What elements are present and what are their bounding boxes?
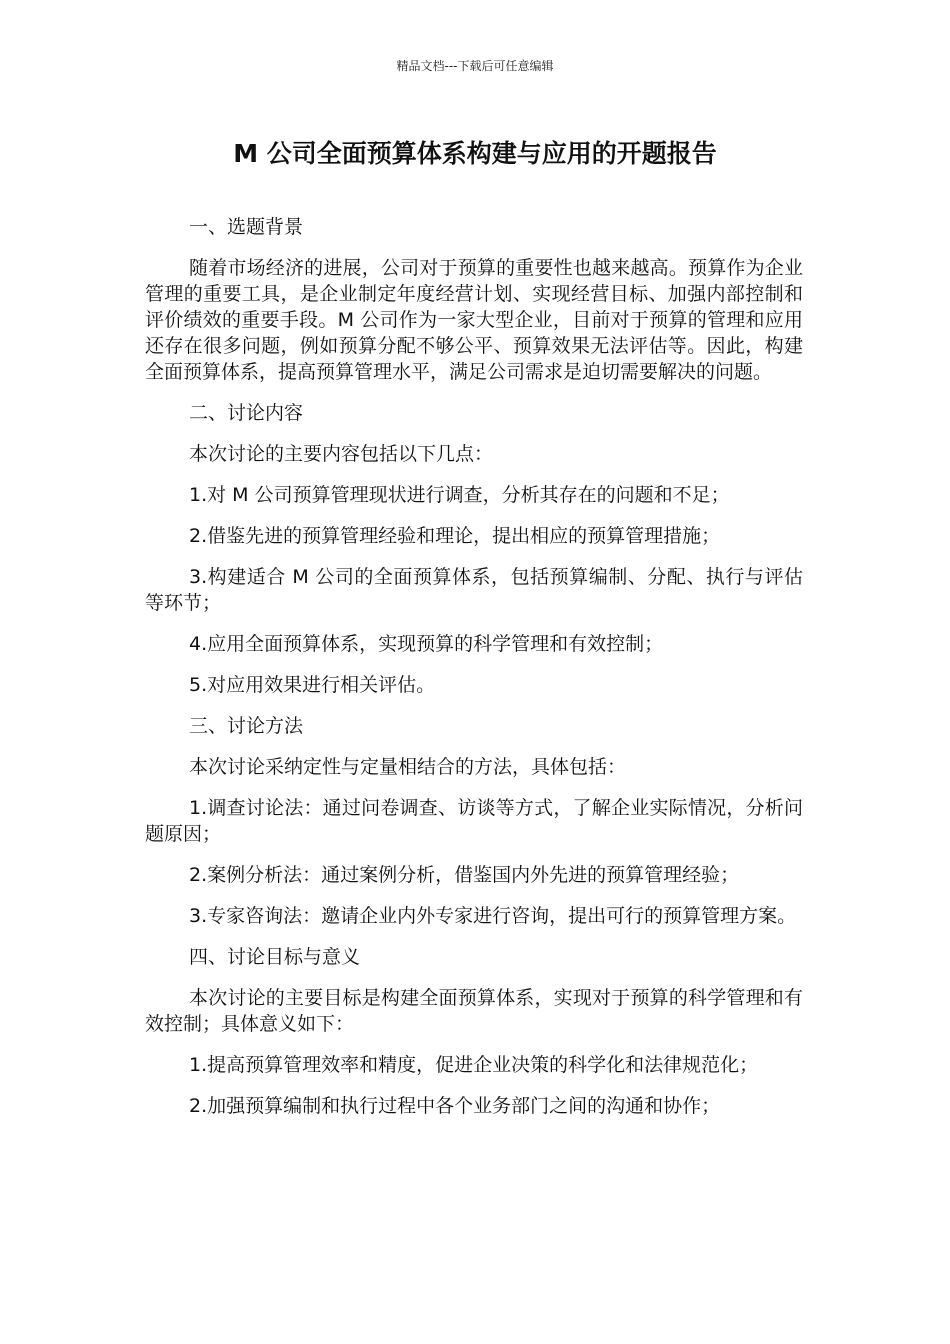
document-title: M 公司全面预算体系构建与应用的开题报告 [233,139,717,168]
section-heading: 二、讨论内容 [189,402,304,424]
list-item: 2.案例分析法：通过案例分析，借鉴国内外先进的预算管理经验； [189,864,740,886]
list-item: 3.构建适合 M 公司的全面预算体系，包括预算编制、分配、执行与评估等环节； [145,566,803,614]
list-item: 1.提高预算管理效率和精度，促进企业决策的科学化和法律规范化； [189,1054,759,1076]
header-note: 精品文档---下载后可任意编辑 [396,59,554,73]
section-heading: 三、讨论方法 [189,715,304,737]
section-heading: 四、讨论目标与意义 [189,946,361,968]
list-item: 2.借鉴先进的预算管理经验和理论，提出相应的预算管理措施； [189,525,721,547]
paragraph: 本次讨论采纳定性与定量相结合的方法，具体包括： [189,756,627,778]
list-item: 2.加强预算编制和执行过程中各个业务部门之间的沟通和协作； [189,1095,721,1117]
paragraph: 本次讨论的主要目标是构建全面预算体系，实现对于预算的科学管理和有效控制；具体意义如下： [145,987,803,1035]
list-item: 4.应用全面预算体系，实现预算的科学管理和有效控制； [189,633,664,655]
list-item: 1.调查讨论法：通过问卷调查、访谈等方式，了解企业实际情况，分析问题原因； [145,797,803,845]
paragraph: 随着市场经济的进展，公司对于预算的重要性也越来越高。预算作为企业管理的重要工具，是企业制定年度经营计划、实现经营目标、加强内部控制和评价绩效的重要手段。M 公司作为一家大型企业，目前对于预算的管理和应用还存在很多问题，例如预算分配不够公平、预算效果无法评估等。因此，构建全面预算体系，提高预算管理水平，满足公司需求是迫切需要解决的问题。 [145,257,803,383]
list-item: 3.专家咨询法：邀请企业内外专家进行咨询，提出可行的预算管理方案。 [189,905,797,927]
section-heading: 一、选题背景 [189,216,304,238]
list-item: 1.对 M 公司预算管理现状进行调查，分析其存在的问题和不足； [189,484,730,506]
list-item: 5.对应用效果进行相关评估。 [189,674,436,696]
document-body [145,214,803,1134]
paragraph: 本次讨论的主要内容包括以下几点： [189,443,494,465]
